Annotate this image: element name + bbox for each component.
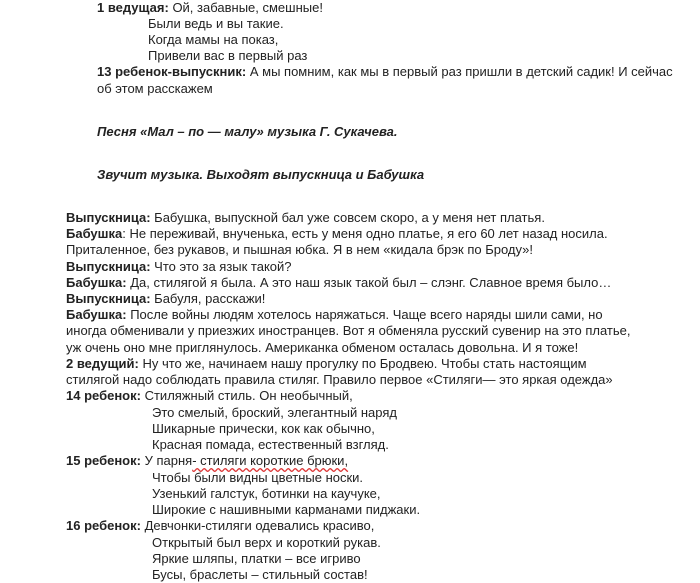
dialog-line bbox=[66, 291, 265, 307]
verse-line: Открытый был верх и короткий рукав. bbox=[152, 535, 381, 550]
verse-line: Шикарные прически, кок как обычно, bbox=[152, 421, 375, 436]
dialog-line: стилягой надо соблюдать правила стиляг. Правило первое «Стиляги— это яркая одежда» bbox=[66, 372, 613, 387]
song-heading: Песня «Мал – по — малу» музыка Г. Сукачева. bbox=[97, 124, 398, 139]
speech-text: Ой, забавные, смешные! bbox=[172, 0, 323, 15]
speaker-label: Бабушка: bbox=[66, 307, 127, 322]
speaker-label: 14 ребенок: bbox=[66, 388, 141, 403]
verse-text: Девчонки-стиляги одевались красиво, bbox=[144, 518, 375, 533]
verse-line: Широкие с нашивными карманами пиджаки. bbox=[152, 502, 421, 517]
verse-line: Были ведь и вы такие. bbox=[148, 16, 284, 31]
verse-line: Это смелый, броский, элегантный наряд bbox=[152, 405, 397, 420]
text-line bbox=[97, 0, 323, 16]
speaker-label: Выпускница: bbox=[66, 210, 151, 225]
dialog-line: Приталенное, без рукавов, и пышная юбка. Я в нем «кидала брэк по Броду»! bbox=[66, 242, 533, 257]
dialog-line bbox=[66, 275, 611, 291]
verse-line: Когда мамы на показ, bbox=[148, 32, 279, 47]
verse-line: Чтобы были видны цветные носки. bbox=[152, 470, 364, 485]
speaker-label: 1 ведущая: bbox=[97, 0, 169, 15]
speaker-label: Выпускница: bbox=[66, 291, 151, 306]
speaker-label: Бабушка bbox=[66, 226, 123, 241]
verse-line: Бусы, браслеты – стильный состав! bbox=[152, 567, 368, 582]
verse-line: Яркие шляпы, платки – все игриво bbox=[152, 551, 361, 566]
speech-text: Да, стилягой я была. А это наш язык такой был – слэнг. Славное время было… bbox=[130, 275, 612, 290]
poem-line bbox=[66, 388, 353, 404]
text-line bbox=[97, 64, 673, 80]
speech-text: Бабуля, расскажи! bbox=[154, 291, 266, 306]
verse-text: У парня bbox=[144, 453, 193, 468]
speaker-label: 15 ребенок: bbox=[66, 453, 141, 468]
dialog-line bbox=[66, 210, 545, 226]
poem-line bbox=[66, 518, 374, 534]
dialog-line bbox=[66, 259, 292, 275]
dialog-line bbox=[66, 226, 608, 242]
dialog-line: иногда обменивали у приезжих иностранцев. Вот я обменяла русский сувенир на это платье, bbox=[66, 323, 631, 338]
verse-text: - стиляги короткие брюки, bbox=[192, 453, 349, 468]
dialog-line: уж очень оно мне приглянулось. Американка обменом осталась довольна. И я тоже! bbox=[66, 340, 579, 355]
verse-text: Стиляжный стиль. Он необычный, bbox=[144, 388, 353, 403]
verse-line: Красная помада, естественный взгляд. bbox=[152, 437, 389, 452]
speech-text: : Не переживай, внученька, есть у меня одно платье, я его 60 лет назад носила. bbox=[122, 226, 608, 241]
stage-direction: Звучит музыка. Выходят выпускница и Бабушка bbox=[97, 167, 425, 182]
dialog-line bbox=[66, 356, 587, 372]
speech-text: Что это за язык такой? bbox=[154, 259, 292, 274]
speech-text: После войны людям хотелось наряжаться. Чаще всего наряды шили сами, но bbox=[130, 307, 603, 322]
speech-text: Ну что же, начинаем нашу прогулку по Бродвею. Чтобы стать настоящим bbox=[142, 356, 587, 371]
speaker-label: Выпускница: bbox=[66, 259, 151, 274]
poem-line bbox=[66, 453, 348, 469]
speech-text: Бабушка, выпускной бал уже совсем скоро, а у меня нет платья. bbox=[154, 210, 545, 225]
verse-line: Привели вас в первый раз bbox=[148, 48, 308, 63]
speech-text: А мы помним, как мы в первый раз пришли в детский садик! И сейчас bbox=[249, 64, 673, 79]
speaker-label: 16 ребенок: bbox=[66, 518, 141, 533]
text-line: об этом расскажем bbox=[97, 81, 213, 96]
speaker-label: 2 ведущий: bbox=[66, 356, 139, 371]
speaker-label: Бабушка: bbox=[66, 275, 127, 290]
dialog-line bbox=[66, 307, 603, 323]
verse-line: Узенький галстук, ботинки на каучуке, bbox=[152, 486, 381, 501]
speaker-label: 13 ребенок-выпускник: bbox=[97, 64, 247, 79]
